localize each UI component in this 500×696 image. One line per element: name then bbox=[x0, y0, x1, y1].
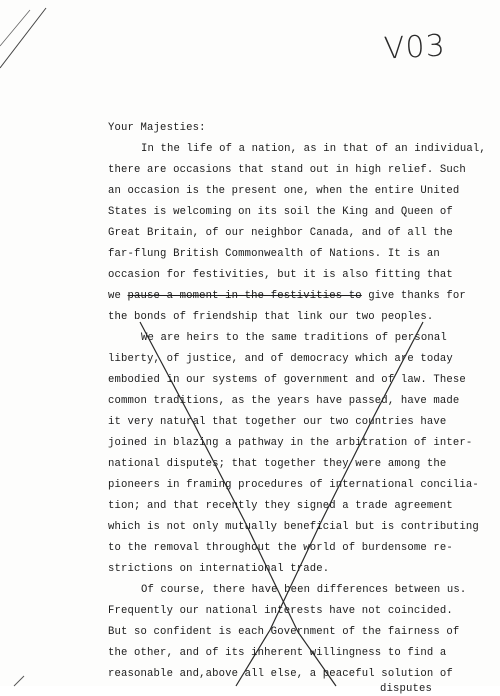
paragraph2-line7: national disputes; that together they were among the bbox=[108, 458, 447, 470]
paragraph1-line8 bbox=[108, 290, 466, 303]
paragraph2-line12: strictions on international trade. bbox=[108, 563, 330, 575]
paragraph1-line6: far-flung British Commonwealth of Nations. It is an bbox=[108, 248, 440, 260]
paragraph3-line2: Frequently our national interests have not coincided. bbox=[108, 605, 453, 617]
catchword-next-page: disputes bbox=[380, 683, 433, 695]
line8-end: give thanks for bbox=[361, 290, 466, 302]
handwritten-page-number: V03 bbox=[383, 28, 447, 67]
paragraph3-line4: the other, and of its inherent willingness to find a bbox=[108, 647, 447, 659]
paragraph1-line4: States is welcoming on its soil the King and Queen of bbox=[108, 206, 453, 218]
paragraph2-line8: pioneers in framing procedures of international concilia- bbox=[108, 479, 479, 491]
bottom-corner-mark bbox=[14, 676, 24, 686]
paragraph2-line6: joined in blazing a pathway in the arbitration of inter- bbox=[108, 437, 473, 449]
paragraph2-line4: common traditions, as the years have passed, have made bbox=[108, 395, 460, 407]
paragraph3-line5: reasonable and,above all else, a peaceful solution of bbox=[108, 668, 453, 680]
paragraph3-line3: But so confident is each Government of the fairness of bbox=[108, 626, 460, 638]
paragraph1-line9: the bonds of friendship that link our two peoples. bbox=[108, 311, 434, 323]
paragraph1-line3: an occasion is the present one, when the entire United bbox=[108, 185, 460, 197]
paragraph3-line1: Of course, there have been differences between us. bbox=[141, 584, 467, 596]
paragraph1-line5: Great Britain, of our neighbor Canada, and of all the bbox=[108, 227, 453, 239]
struck-through-phrase: pause a moment in the festivities to bbox=[127, 290, 362, 302]
paragraph2-line5: it very natural that together our two countries have bbox=[108, 416, 447, 428]
paragraph2-line3: embodied in our systems of government and of law. These bbox=[108, 374, 466, 386]
paragraph2-line10: which is not only mutually beneficial but is contributing bbox=[108, 521, 479, 533]
paragraph2-line9: tion; and that recently they signed a trade agreement bbox=[108, 500, 453, 512]
salutation: Your Majesties: bbox=[108, 122, 206, 134]
paragraph2-line1: We are heirs to the same traditions of personal bbox=[141, 332, 447, 344]
line8-start: we bbox=[108, 290, 128, 302]
paragraph1-line7: occasion for festivities, but it is also fitting that bbox=[108, 269, 453, 281]
corner-pencil-stroke bbox=[0, 8, 46, 68]
paragraph1-line2: there are occasions that stand out in high relief. Such bbox=[108, 164, 466, 176]
paragraph2-line11: to the removal throughout the world of burdensome re- bbox=[108, 542, 453, 554]
paragraph2-line2: liberty, of justice, and of democracy which are today bbox=[108, 353, 453, 365]
paragraph1-line1: In the life of a nation, as in that of an individual, bbox=[141, 143, 486, 155]
corner-pencil-stroke-2 bbox=[0, 10, 30, 46]
